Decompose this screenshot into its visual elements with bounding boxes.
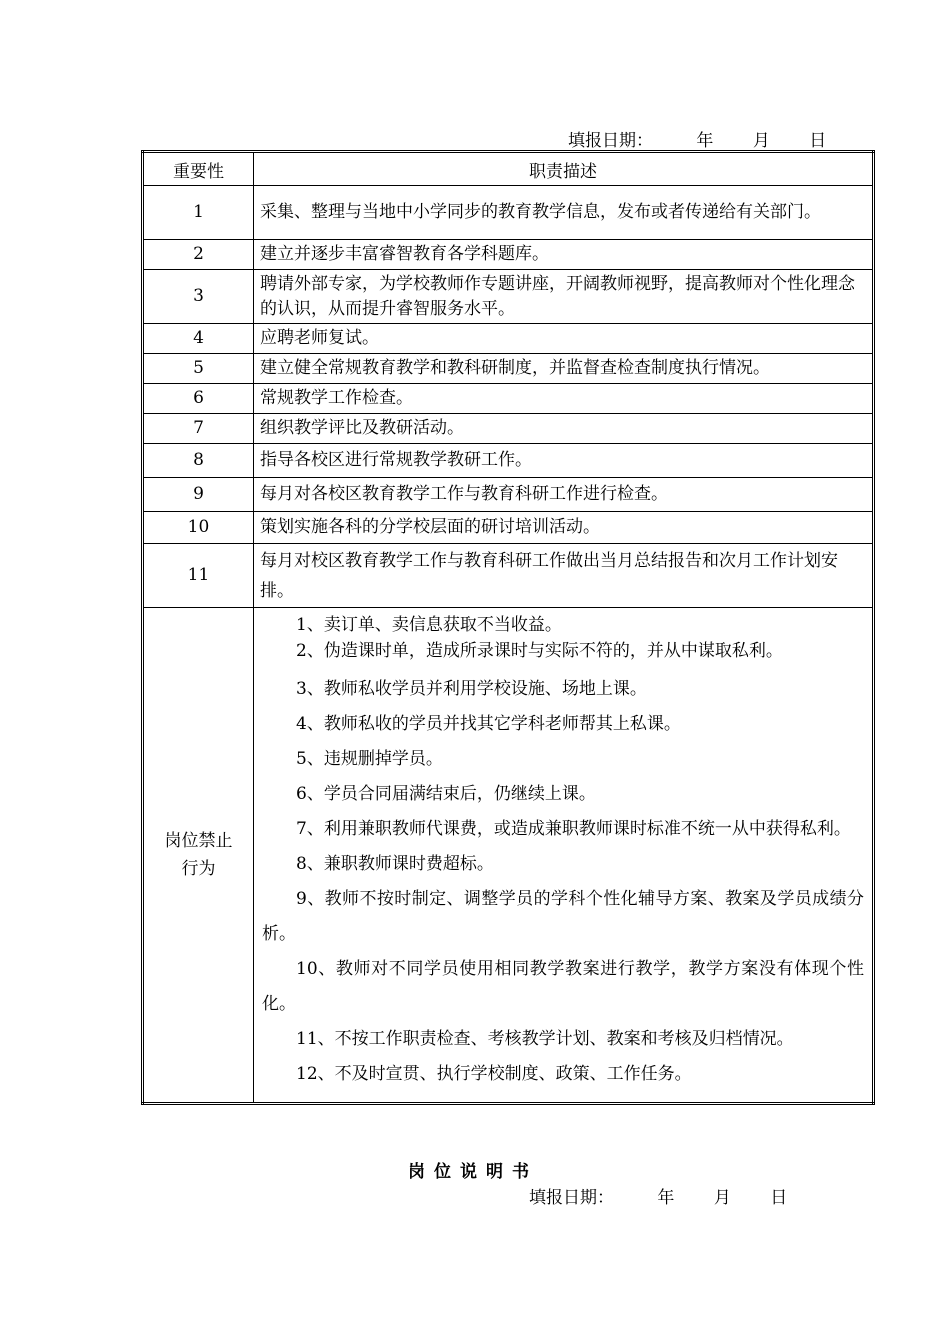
duty-number: 11 <box>143 544 254 608</box>
forbidden-item: 9、教师不按时制定、调整学员的学科个性化辅导方案、教案及学员成绩分析。 <box>262 889 864 944</box>
duty-number: 2 <box>143 240 254 270</box>
forbidden-item: 8、兼职教师课时费超标。 <box>296 854 494 874</box>
year-label: 年 <box>657 1188 675 1208</box>
duty-text: 建立健全常规教育教学和教科研制度，并监督查检查制度执行情况。 <box>254 354 874 384</box>
duty-row <box>143 354 874 384</box>
forbidden-list <box>254 608 874 1104</box>
duty-row <box>143 478 874 512</box>
duty-row <box>143 384 874 414</box>
duty-row <box>143 240 874 270</box>
forbidden-item: 5、违规删掉学员。 <box>296 749 443 769</box>
duty-text: 建立并逐步丰富睿智教育各学科题库。 <box>254 240 874 270</box>
month-label: 月 <box>713 1188 731 1208</box>
duty-number: 1 <box>143 186 254 240</box>
forbidden-item: 6、学员合同届满结束后，仍继续上课。 <box>296 784 596 804</box>
forbidden-label <box>143 608 254 1104</box>
duty-text: 每月对校区教育教学工作与教育科研工作做出当月总结报告和次月工作计划安排。 <box>254 544 874 608</box>
duty-number: 4 <box>143 324 254 354</box>
duty-text: 组织教学评比及教研活动。 <box>254 414 874 444</box>
fill-date-label: 填报日期： <box>568 131 653 151</box>
forbidden-item: 2、伪造课时单，造成所录课时与实际不符的，并从中谋取私利。 <box>296 641 783 661</box>
duty-number: 5 <box>143 354 254 384</box>
fill-date-line-bottom <box>529 1183 787 1208</box>
forbidden-label-line2: 行为 <box>181 859 216 879</box>
forbidden-row <box>143 608 874 1104</box>
forbidden-item: 11、不按工作职责检查、考核教学计划、教案和考核及归档情况。 <box>296 1029 794 1049</box>
year-label: 年 <box>696 131 714 151</box>
table-header-row <box>143 152 874 186</box>
forbidden-label-line1: 岗位禁止 <box>164 831 233 851</box>
duty-number: 10 <box>143 512 254 544</box>
month-label: 月 <box>752 131 770 151</box>
duty-text: 应聘老师复试。 <box>254 324 874 354</box>
duty-row <box>143 186 874 240</box>
forbidden-item: 4、教师私收的学员并找其它学科老师帮其上私课。 <box>296 714 681 734</box>
duty-text: 指导各校区进行常规教学教研工作。 <box>254 444 874 478</box>
duty-row <box>143 324 874 354</box>
day-label: 日 <box>809 131 827 151</box>
forbidden-item: 3、教师私收学员并利用学校设施、场地上课。 <box>296 679 647 699</box>
duty-row <box>143 512 874 544</box>
forbidden-item: 12、不及时宣贯、执行学校制度、政策、工作任务。 <box>296 1064 692 1084</box>
document-title: 岗位说明书 <box>408 1162 538 1182</box>
forbidden-item: 1、卖订单、卖信息获取不当收益。 <box>296 615 562 635</box>
duty-row <box>143 444 874 478</box>
duty-table <box>141 150 875 1105</box>
duty-text: 每月对各校区教育教学工作与教育科研工作进行检查。 <box>254 478 874 512</box>
forbidden-item: 10、教师对不同学员使用相同教学教案进行教学，教学方案没有体现个性化。 <box>262 959 864 1014</box>
duty-row <box>143 270 874 324</box>
fill-date-line <box>568 126 826 151</box>
duty-number: 9 <box>143 478 254 512</box>
duty-number: 7 <box>143 414 254 444</box>
duty-text: 策划实施各科的分学校层面的研讨培训活动。 <box>254 512 874 544</box>
fill-date-label: 填报日期： <box>529 1188 614 1208</box>
duty-text: 常规教学工作检查。 <box>254 384 874 414</box>
importance-header: 重要性 <box>143 152 254 186</box>
forbidden-item: 7、利用兼职教师代课费，或造成兼职教师课时标准不统一从中获得私利。 <box>296 819 851 839</box>
day-label: 日 <box>770 1188 788 1208</box>
duty-row <box>143 414 874 444</box>
duty-number: 8 <box>143 444 254 478</box>
duty-number: 3 <box>143 270 254 324</box>
duty-text: 聘请外部专家，为学校教师作专题讲座，开阔教师视野，提高教师对个性化理念的认识，从而提升睿智服务水平。 <box>254 270 874 324</box>
duty-row <box>143 544 874 608</box>
duty-text: 采集、整理与当地中小学同步的教育教学信息，发布或者传递给有关部门。 <box>254 186 874 240</box>
duty-number: 6 <box>143 384 254 414</box>
description-header: 职责描述 <box>254 152 874 186</box>
